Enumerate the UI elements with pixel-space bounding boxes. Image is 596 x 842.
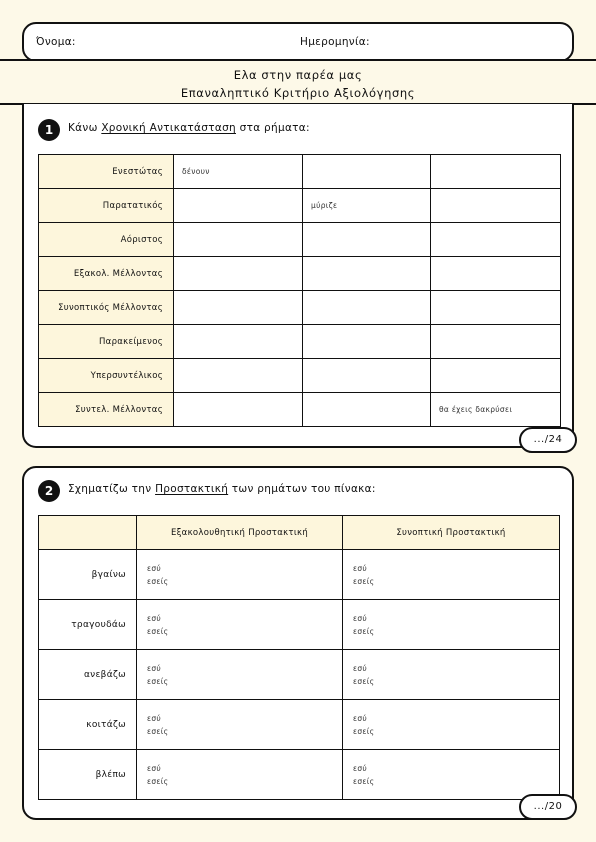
answer-cell[interactable] [431,155,561,189]
answer-cell[interactable] [303,393,431,427]
answer-cell[interactable] [303,223,431,257]
answer-cell[interactable] [303,257,431,291]
answer-cell[interactable] [303,155,431,189]
exercise-number-badge: 1 [38,119,60,141]
worksheet-title: Ελα στην παρέα μας [233,68,363,82]
answer-cell[interactable] [431,223,561,257]
answer-cell[interactable]: δένουν [174,155,303,189]
tense-row [39,359,561,393]
pronoun-plural: εσείς [147,776,169,786]
answer-cell[interactable] [431,325,561,359]
answer-cell[interactable]: θα έχεις δακρύσει [431,393,561,427]
exercise-2-score[interactable]: .../20 [519,794,577,820]
pronoun-plural: εσείς [353,676,375,686]
answer-cell[interactable] [431,359,561,393]
imperative-table [38,515,560,800]
answer-cell[interactable]: μύριζε [303,189,431,223]
pronoun-plural: εσείς [147,626,169,636]
name-field-label[interactable]: Όνομα: [36,36,76,48]
pronoun-singular: εσύ [147,763,162,773]
imperative-answer-cell[interactable] [137,550,343,600]
pronoun-singular: εσύ [147,713,162,723]
tense-table [38,154,561,427]
imperative-answer-cell[interactable] [343,550,560,600]
pronoun-plural: εσείς [353,626,375,636]
verb-row [39,700,560,750]
exercise-2-card [22,466,574,820]
column-header: Εξακολουθητική Προστακτική [137,516,343,550]
tense-row [39,155,561,189]
tense-row [39,189,561,223]
answer-cell[interactable] [431,291,561,325]
pronoun-singular: εσύ [353,563,368,573]
tense-label: Υπερσυντέλικος [39,359,174,393]
verb-label: βλέπω [39,750,137,800]
answer-cell[interactable] [174,393,303,427]
tense-label: Εξακολ. Μέλλοντας [39,257,174,291]
answer-cell[interactable] [174,189,303,223]
tense-label: Συντελ. Μέλλοντας [39,393,174,427]
pronoun-plural: εσείς [353,576,375,586]
tense-row [39,393,561,427]
answer-cell[interactable] [174,325,303,359]
verb-row [39,600,560,650]
tense-label: Παρατατικός [39,189,174,223]
pronoun-singular: εσύ [147,663,162,673]
answer-cell[interactable] [431,189,561,223]
exercise-1-instruction: Κάνω Χρονική Αντικατάσταση στα ρήματα: [68,122,310,134]
pronoun-plural: εσείς [353,726,375,736]
verb-label: βγαίνω [39,550,137,600]
student-info-card [22,22,574,62]
verb-label: κοιτάζω [39,700,137,750]
imperative-answer-cell[interactable] [137,750,343,800]
answer-cell[interactable] [431,257,561,291]
pronoun-plural: εσείς [147,576,169,586]
imperative-answer-cell[interactable] [343,600,560,650]
imperative-answer-cell[interactable] [343,750,560,800]
exercise-1-score[interactable]: .../24 [519,427,577,453]
answer-cell[interactable] [174,359,303,393]
pronoun-plural: εσείς [147,726,169,736]
pronoun-plural: εσείς [147,676,169,686]
imperative-answer-cell[interactable] [137,600,343,650]
pronoun-singular: εσύ [353,763,368,773]
column-header: Συνοπτική Προστακτική [343,516,560,550]
title-band [0,59,596,105]
answer-cell[interactable] [303,291,431,325]
exercise-2-instruction: Σχηματίζω την Προστακτική των ρημάτων του πίνακα: [68,483,376,495]
answer-cell[interactable] [303,359,431,393]
imperative-answer-cell[interactable] [343,700,560,750]
verb-row [39,750,560,800]
date-field-label[interactable]: Ημερομηνία: [300,36,370,48]
verb-row [39,650,560,700]
answer-cell[interactable] [303,325,431,359]
answer-cell[interactable] [174,291,303,325]
instruction-keyword: Χρονική Αντικατάσταση [101,122,236,134]
exercise-number-badge: 2 [38,480,60,502]
verb-label: τραγουδάω [39,600,137,650]
header-row [39,516,560,550]
tense-row [39,325,561,359]
pronoun-singular: εσύ [353,663,368,673]
tense-row [39,223,561,257]
pronoun-singular: εσύ [147,613,162,623]
tense-label: Συνοπτικός Μέλλοντας [39,291,174,325]
tense-label: Αόριστος [39,223,174,257]
tense-row [39,291,561,325]
verb-row [39,550,560,600]
verb-label: ανεβάζω [39,650,137,700]
pronoun-singular: εσύ [353,613,368,623]
imperative-answer-cell[interactable] [137,650,343,700]
worksheet-subtitle: Επαναληπτικό Κριτήριο Αξιολόγησης [180,86,416,100]
tense-row [39,257,561,291]
tense-label: Παρακείμενος [39,325,174,359]
pronoun-singular: εσύ [353,713,368,723]
imperative-answer-cell[interactable] [137,700,343,750]
column-header [39,516,137,550]
answer-cell[interactable] [174,223,303,257]
pronoun-plural: εσείς [353,776,375,786]
imperative-answer-cell[interactable] [343,650,560,700]
exercise-1-card [22,104,574,448]
instruction-keyword: Προστακτική [155,483,229,495]
answer-cell[interactable] [174,257,303,291]
pronoun-singular: εσύ [147,563,162,573]
tense-label: Ενεστώτας [39,155,174,189]
